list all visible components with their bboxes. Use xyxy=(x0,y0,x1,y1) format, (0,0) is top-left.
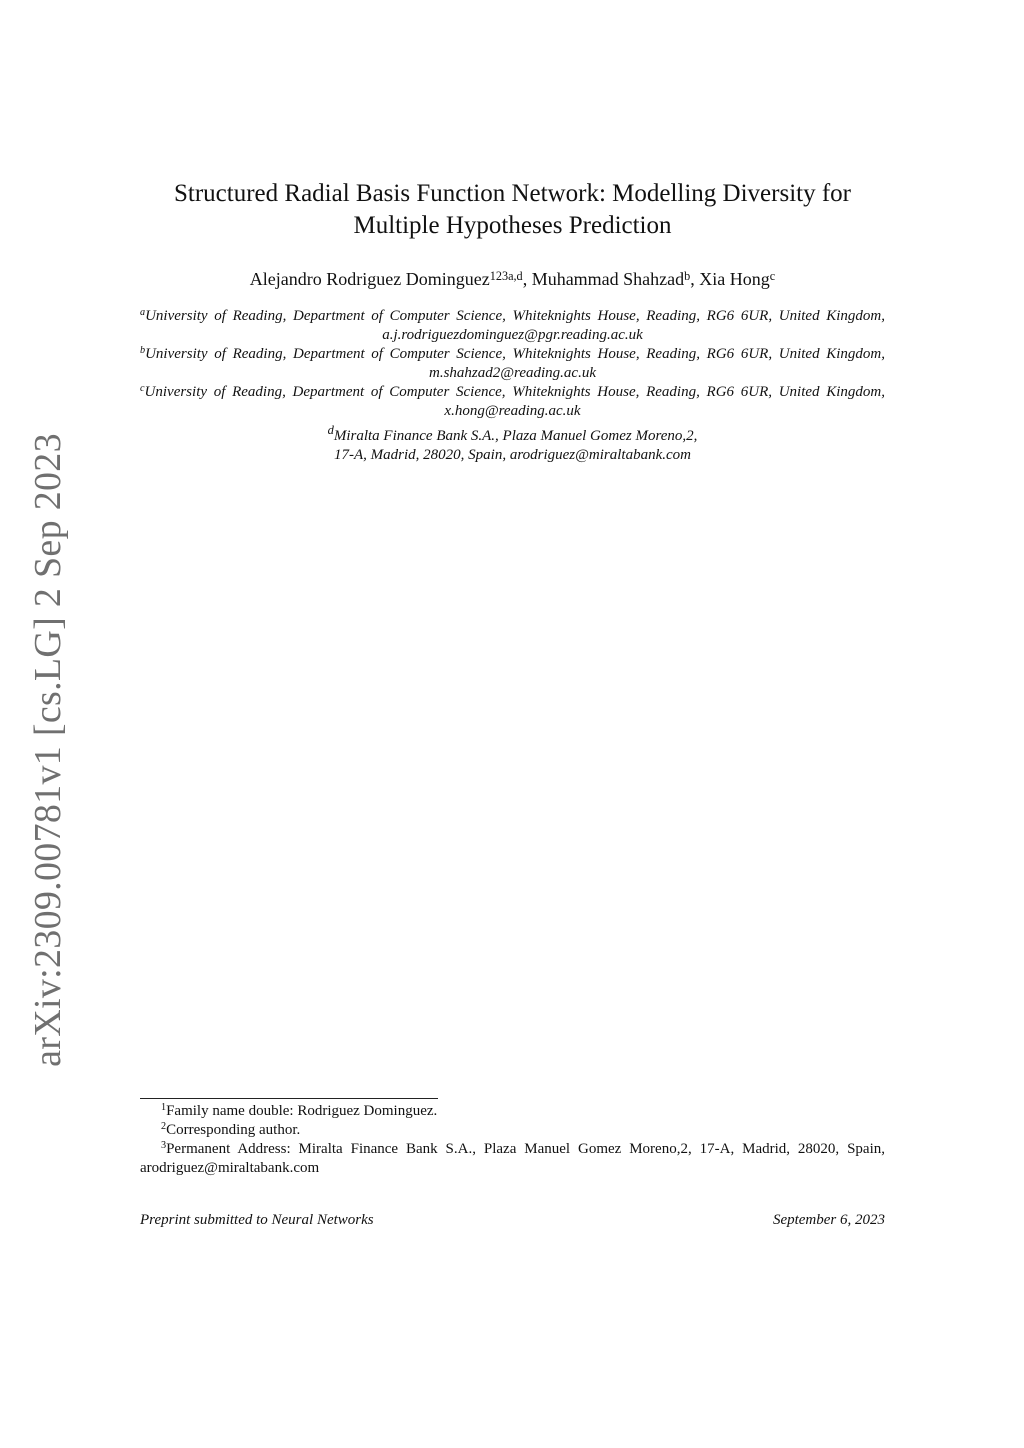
affiliation-text: University of Reading, Department of Computer Science, Whiteknights House, Reading, RG6 6UR, United Kingdom, a.j.rodriguezdominguez@pgr.reading.ac.uk xyxy=(145,308,885,343)
affiliation-text: University of Reading, Department of Computer Science, Whiteknights House, Reading, RG6 6UR, United Kingdom, x.hong@reading.ac.uk xyxy=(144,384,885,419)
affiliation-item xyxy=(140,383,885,421)
footnote-mark: 2 xyxy=(161,1121,167,1133)
affiliation-mark: b xyxy=(140,345,146,357)
paper-title xyxy=(140,178,885,242)
affiliation-mark: d xyxy=(327,423,334,437)
author-name: Xia Hong xyxy=(699,269,770,289)
footnote-text: Permanent Address: Miralta Finance Bank S.A., Plaza Manuel Gomez Moreno,2, 17-A, Madrid, 28020, Spain, arodriguez@miraltabank.com xyxy=(140,1141,885,1176)
footer-date: September 6, 2023 xyxy=(772,1212,885,1228)
title-line-1: Structured Radial Basis Function Network: Modelling Diversity for xyxy=(174,180,851,207)
affiliation-item xyxy=(140,421,885,465)
footnote-item xyxy=(140,1102,885,1121)
affiliation-mark: a xyxy=(140,307,146,319)
author-affiliation-marks: 123a,d xyxy=(489,268,523,283)
arxiv-identifier-text: arXiv:2309.00781v1 [cs.LG] 2 Sep 2023 xyxy=(27,433,70,1067)
arxiv-identifier-stamp xyxy=(18,433,78,1067)
affiliation-line xyxy=(140,421,885,446)
affiliation-line: 17-A, Madrid, 28020, Spain, arodriguez@miraltabank.com xyxy=(334,447,691,463)
footnote-mark: 3 xyxy=(161,1140,167,1152)
page-footer xyxy=(140,1211,885,1230)
author-name: Muhammad Shahzad xyxy=(531,269,685,289)
footnote-text: Corresponding author. xyxy=(166,1122,301,1138)
affiliation-mark: c xyxy=(140,383,145,395)
footnote-text: Family name double: Rodriguez Dominguez. xyxy=(166,1103,438,1119)
affiliation-text: University of Reading, Department of Computer Science, Whiteknights House, Reading, RG6 6UR, United Kingdom, m.shahzad2@reading.ac.uk xyxy=(145,346,885,381)
author-affiliation-marks: b xyxy=(684,268,691,283)
affiliation-item xyxy=(140,345,885,383)
footnote-mark: 1 xyxy=(161,1102,167,1114)
footnote-divider xyxy=(140,1098,438,1099)
affiliation-list xyxy=(140,307,885,465)
footnote-item xyxy=(140,1140,885,1178)
footnote-list xyxy=(140,1102,885,1178)
author-affiliation-marks: c xyxy=(769,268,776,283)
title-line-2: Multiple Hypotheses Prediction xyxy=(353,212,672,239)
footnote-item xyxy=(140,1121,885,1140)
author-list: Alejandro Rodriguez Dominguez$^{123a,d}$, Muhammad Shahzad$^b$, Xia Hong$^c$ xyxy=(249,268,776,289)
affiliation-item xyxy=(140,307,885,345)
affiliation-text: Miralta Finance Bank S.A., Plaza Manuel Gomez Moreno,2, xyxy=(333,428,698,444)
journal-submission-note: Preprint submitted to Neural Networks xyxy=(140,1212,374,1228)
author-name: Alejandro Rodriguez Dominguez xyxy=(249,269,490,289)
